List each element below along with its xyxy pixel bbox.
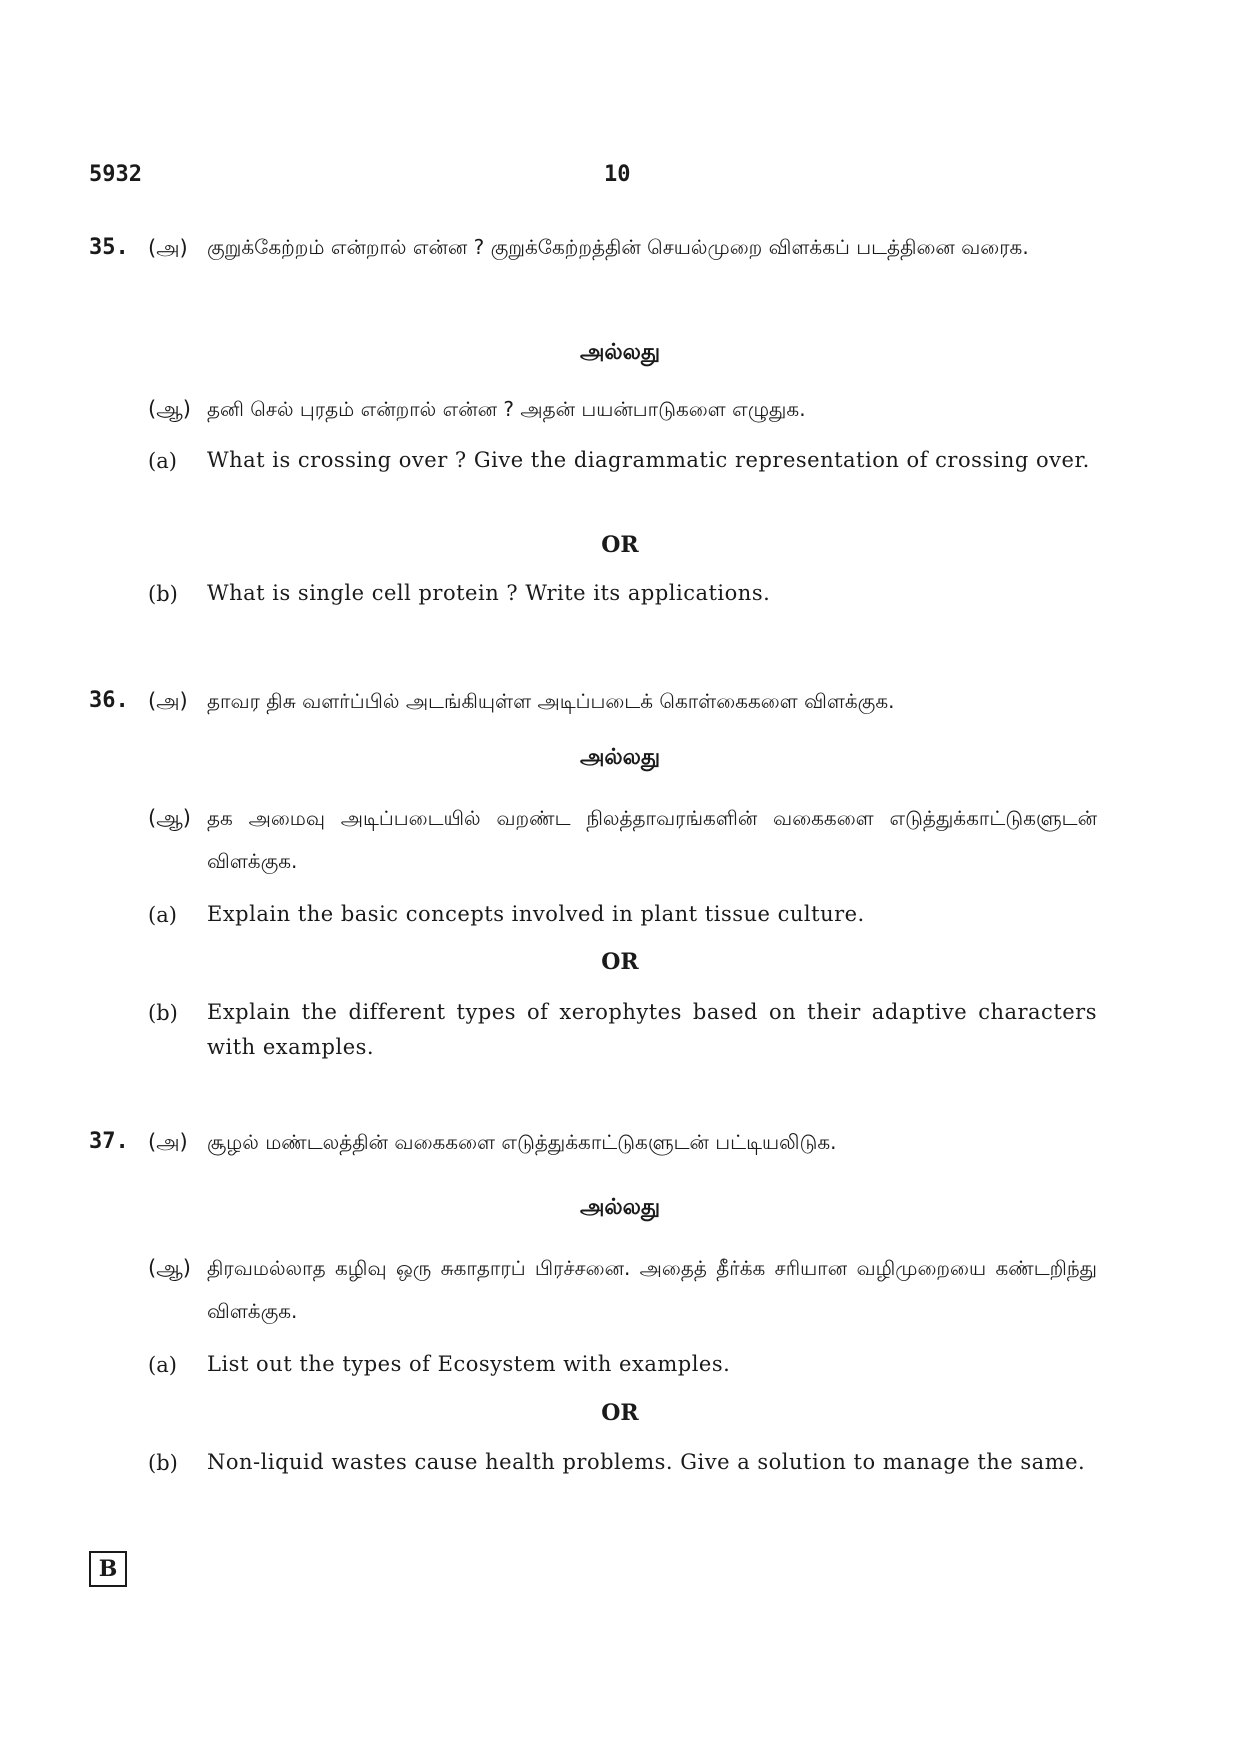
english-option-b-marker: (b) [148, 582, 178, 606]
tamil-option-a-marker: (அ) [148, 1130, 188, 1154]
english-option-b-text: What is single cell protein ? Write its applications. [207, 581, 771, 605]
english-option-a-marker: (a) [148, 903, 177, 927]
english-option-b-text: Explain the different types of xerophytes based on their adaptive characters with examples. [207, 1000, 1097, 1059]
english-option-a-text: Explain the basic concepts involved in plant tissue culture. [207, 902, 865, 926]
tamil-option-b-text: திரவமல்லாத கழிவு ஒரு சுகாதாரப் பிரச்சனை. அதைத் தீர்க்க சரியான வழிமுறையை கண்டறிந்து விளக்குக. [207, 1256, 1097, 1323]
tamil-or-separator: அல்லது [579, 745, 661, 770]
english-option-b-marker: (b) [148, 1001, 178, 1025]
tamil-option-b-marker: (ஆ) [148, 1256, 191, 1280]
paper-code: 5932 [89, 162, 142, 187]
question-number: 37. [89, 1129, 129, 1154]
tamil-or-separator: அல்லது [579, 340, 661, 365]
question-number: 35. [89, 235, 129, 260]
tamil-option-a-marker: (அ) [148, 689, 188, 713]
tamil-option-a-marker: (அ) [148, 236, 188, 260]
tamil-option-b-marker: (ஆ) [148, 397, 191, 421]
english-option-a-text: List out the types of Ecosystem with examples. [207, 1352, 731, 1376]
tamil-or-separator: அல்லது [579, 1195, 661, 1220]
tamil-option-b-marker: (ஆ) [148, 806, 191, 830]
english-option-a-marker: (a) [148, 1353, 177, 1377]
english-or-separator: OR [601, 532, 639, 558]
english-option-a-marker: (a) [148, 449, 177, 473]
question-number: 36. [89, 688, 129, 713]
tamil-option-b-text: தக அமைவு அடிப்படையில் வறண்ட நிலத்தாவரங்களின் வகைகளை எடுத்துக்காட்டுகளுடன் விளக்குக. [207, 806, 1097, 873]
english-option-a-text: What is crossing over ? Give the diagrammatic representation of crossing over. [207, 448, 1090, 472]
tamil-option-a-text: குறுக்கேற்றம் என்றால் என்ன ? குறுக்கேற்றத்தின் செயல்முறை விளக்கப் படத்தினை வரைக. [207, 235, 1029, 259]
booklet-series-box: B [89, 1551, 127, 1587]
tamil-option-a-text: சூழல் மண்டலத்தின் வகைகளை எடுத்துக்காட்டுகளுடன் பட்டியலிடுக. [207, 1130, 837, 1154]
english-or-separator: OR [601, 949, 639, 975]
english-option-b-marker: (b) [148, 1451, 178, 1475]
english-or-separator: OR [601, 1400, 639, 1426]
tamil-option-a-text: தாவர திசு வளர்ப்பில் அடங்கியுள்ள அடிப்படைக் கொள்கைகளை விளக்குக. [207, 689, 895, 713]
english-option-b-text: Non-liquid wastes cause health problems. Give a solution to manage the same. [207, 1450, 1086, 1474]
page-number: 10 [604, 162, 631, 187]
tamil-option-b-text: தனி செல் புரதம் என்றால் என்ன ? அதன் பயன்பாடுகளை எழுதுக. [207, 397, 806, 421]
